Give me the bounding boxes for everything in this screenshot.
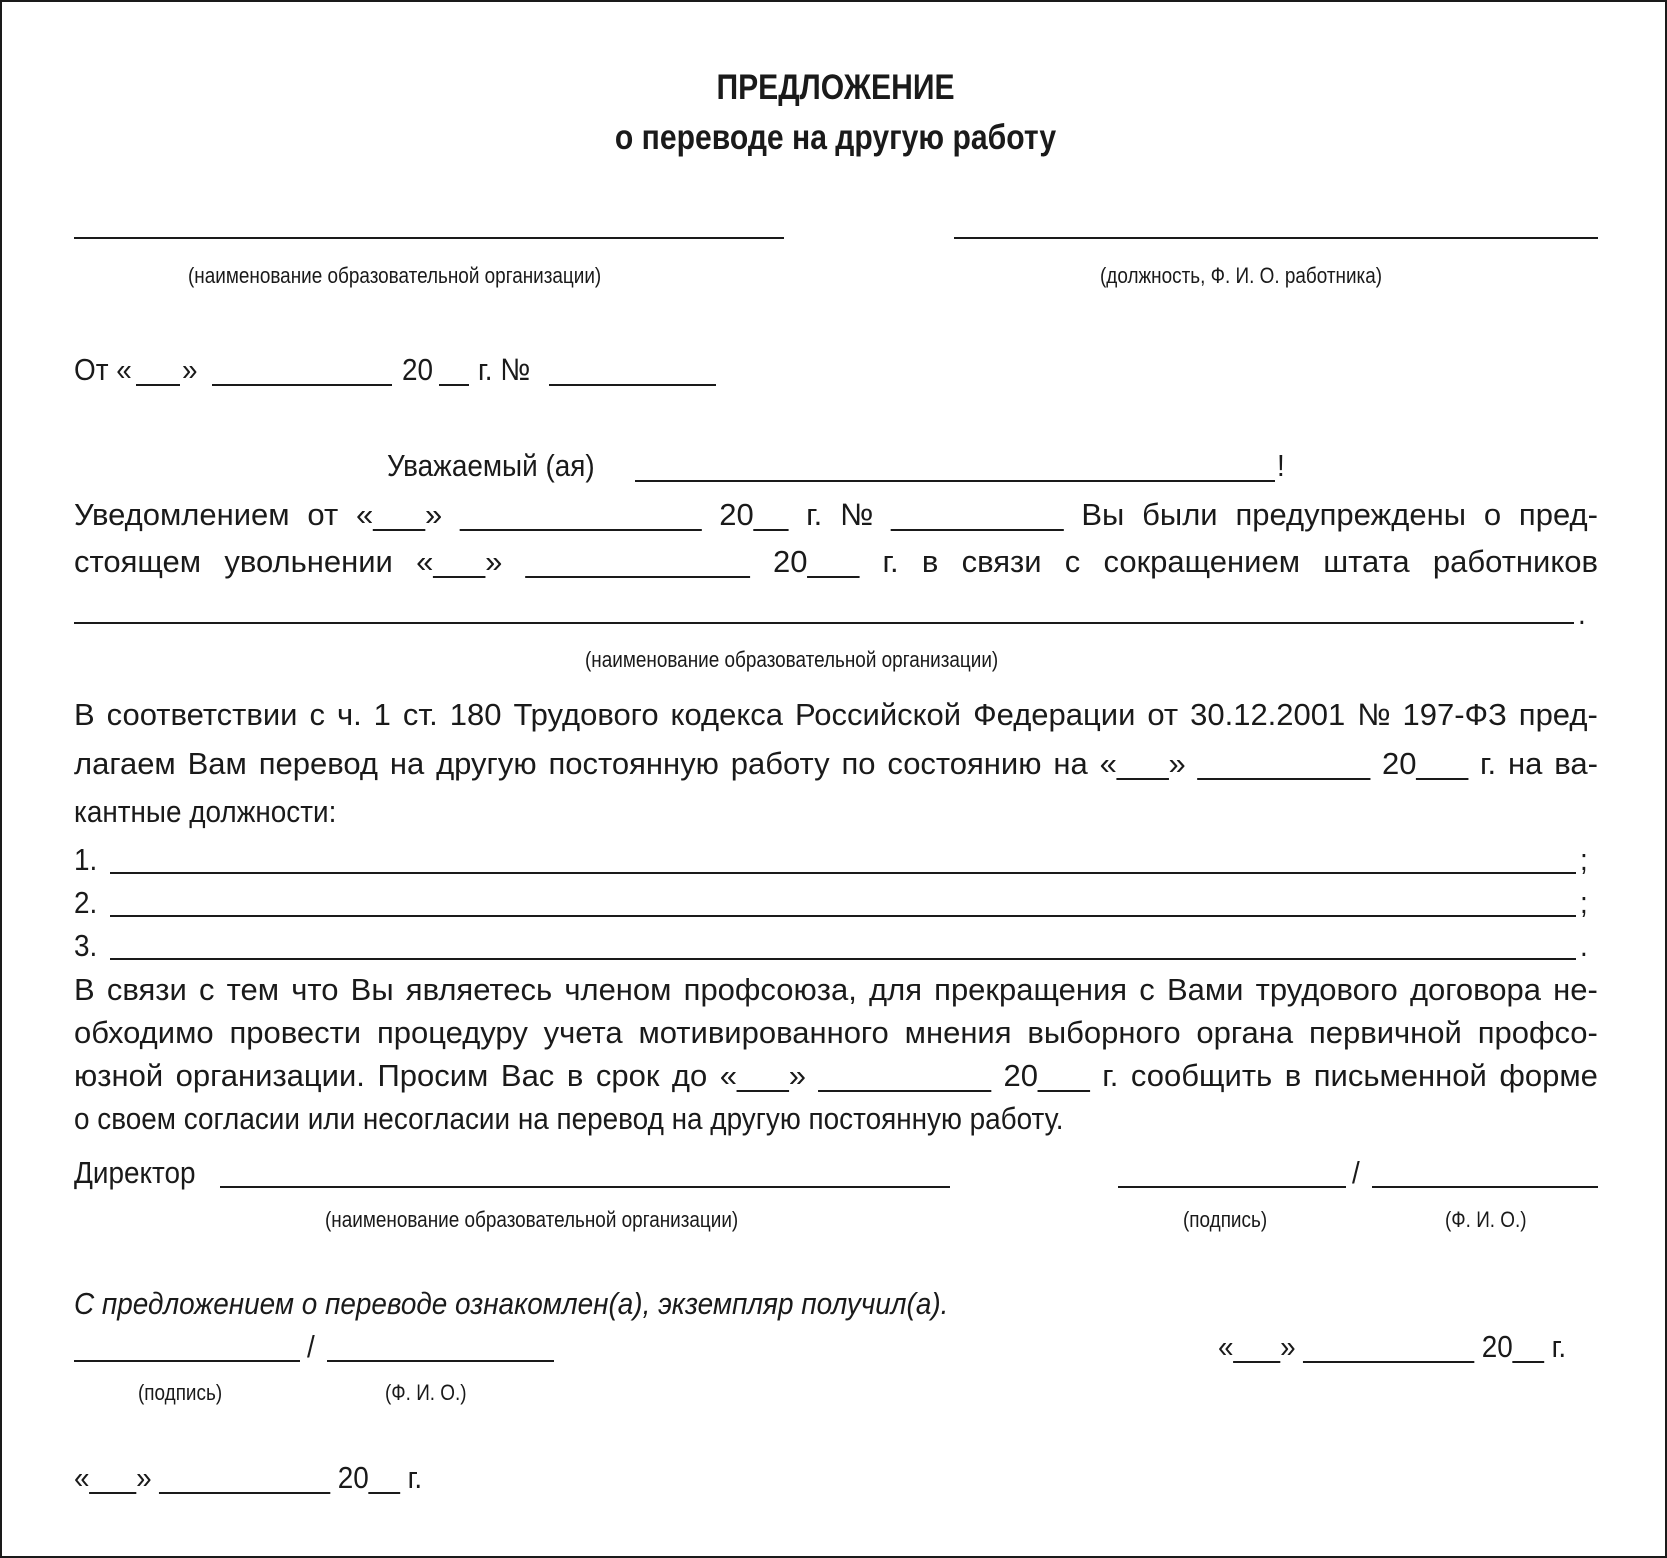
vacancy-3-end: . <box>1580 928 1588 963</box>
offer-line-2: лагаем Вам перевод на другую постоянную работу по состоянию на «___» __________ 20___ г. на ва- <box>74 746 1598 781</box>
number-blank[interactable] <box>549 384 716 386</box>
addressee-blank[interactable] <box>635 480 1275 482</box>
org-name-blank[interactable] <box>74 237 784 239</box>
caption-org-name: (наименование образовательной организации) <box>188 263 602 288</box>
vacancy-2-number: 2. <box>74 885 98 920</box>
date-prefix: От « <box>74 352 132 387</box>
caption-director-org: (наименование образовательной организации) <box>325 1207 739 1232</box>
ack-signature-blank[interactable] <box>74 1360 300 1362</box>
ack-date-right[interactable]: «___» ___________ 20__ г. <box>1218 1329 1567 1364</box>
vacancy-1-number: 1. <box>74 842 98 877</box>
vacancy-1-blank[interactable] <box>110 872 1576 874</box>
org-name-blank-2[interactable] <box>74 622 1574 624</box>
director-org-blank[interactable] <box>220 1186 950 1188</box>
notice-line-1: Уведомлением от «___» ______________ 20__ г. № __________ Вы были предупреждены о пред- <box>74 497 1598 532</box>
offer-line-1: В соответствии с ч. 1 ст. 180 Трудового кодекса Российской Федерации от 30.12.2001 № 197-ФЗ пред- <box>74 697 1598 732</box>
caption-director-fio: (Ф. И. О.) <box>1445 1207 1527 1232</box>
greeting-exclamation: ! <box>1277 448 1285 483</box>
director-signature-blank[interactable] <box>1118 1186 1346 1188</box>
employee-blank[interactable] <box>954 237 1598 239</box>
ack-date-bottom[interactable]: «___» ___________ 20__ г. <box>74 1460 423 1495</box>
number-label: г. № <box>478 352 531 387</box>
caption-ack-signature: (подпись) <box>138 1380 223 1405</box>
document-title: ПРЕДЛОЖЕНИЕ <box>716 68 955 107</box>
offer-line-3: кантные должности: <box>74 794 337 829</box>
notice-end-period: . <box>1578 596 1586 631</box>
ack-slash: / <box>307 1329 315 1364</box>
acknowledgement-text: С предложением о переводе ознакомлен(а), экземпляр получил(а). <box>74 1286 949 1321</box>
director-label: Директор <box>74 1155 196 1190</box>
caption-org-name-2: (наименование образовательной организации) <box>585 647 999 672</box>
caption-ack-fio: (Ф. И. О.) <box>385 1380 467 1405</box>
vacancy-3-blank[interactable] <box>110 958 1576 960</box>
date-year: 20 <box>402 352 434 387</box>
year-blank[interactable] <box>439 384 469 386</box>
date-quote-close: » <box>182 352 198 387</box>
director-slash: / <box>1352 1155 1360 1190</box>
vacancy-2-blank[interactable] <box>110 915 1576 917</box>
ack-fio-blank[interactable] <box>327 1360 554 1362</box>
union-line-2: обходимо провести процедуру учета мотивированного мнения выборного органа первичной профсо- <box>74 1015 1598 1050</box>
vacancy-2-end: ; <box>1580 885 1588 920</box>
day-blank[interactable] <box>136 384 180 386</box>
union-line-4: о своем согласии или несогласии на перевод на другую постоянную работу. <box>74 1101 1064 1136</box>
vacancy-1-end: ; <box>1580 842 1588 877</box>
document-subtitle: о переводе на другую работу <box>614 118 1057 157</box>
caption-employee: (должность, Ф. И. О. работника) <box>1100 263 1383 288</box>
caption-director-signature: (подпись) <box>1183 1207 1268 1232</box>
greeting-text: Уважаемый (ая) <box>387 448 595 483</box>
month-blank[interactable] <box>212 384 392 386</box>
union-line-1: В связи с тем что Вы являетесь членом профсоюза, для прекращения с Вами трудового договора не- <box>74 972 1598 1007</box>
director-fio-blank[interactable] <box>1372 1186 1598 1188</box>
vacancy-3-number: 3. <box>74 928 98 963</box>
union-line-3: юзной организации. Просим Вас в срок до «___» __________ 20___ г. сообщить в письменной форме <box>74 1058 1598 1093</box>
notice-line-2: стоящем увольнении «___» _____________ 20___ г. в связи с сокращением штата работников <box>74 544 1598 579</box>
